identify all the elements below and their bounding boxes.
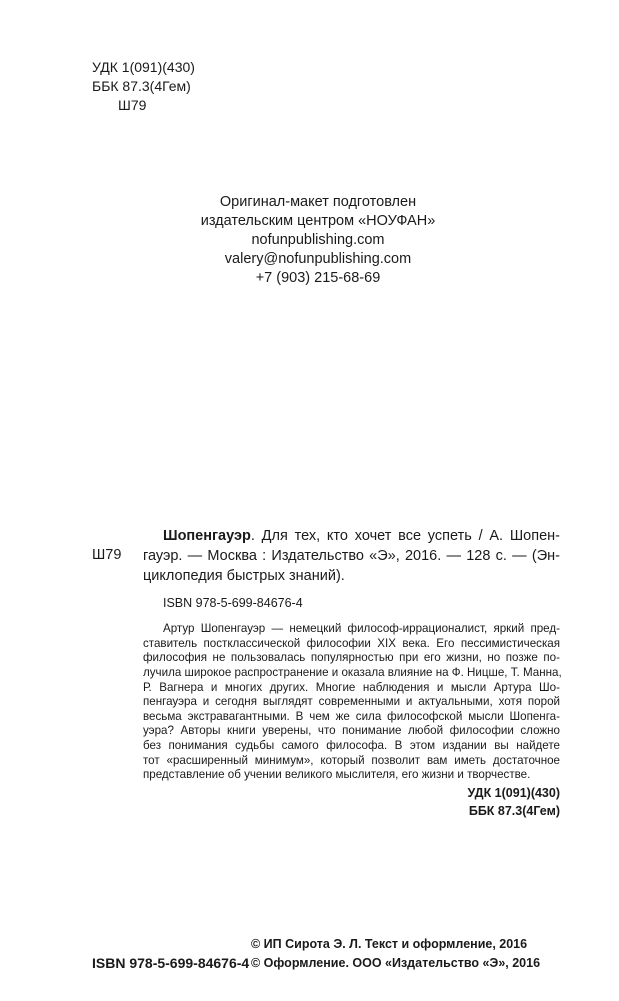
catalog-isbn: ISBN 978-5-699-84676-4 — [163, 596, 303, 610]
catalog-title-text: . Для тех, кто хочет все успеть / А. Шопен- — [250, 528, 560, 544]
publisher-line: Оригинал-макет подготовлен — [219, 194, 417, 210]
abstract-line: Артур Шопенгауэр — немецкий философ-иррационалист, яркий пред- — [163, 622, 560, 635]
abstract-line: тот «расширенный минимум», который позволит вам иметь достаточное — [143, 754, 560, 767]
abstract-line: уэра? Авторы книги уверены, что понимание любой философии сложно — [143, 724, 560, 737]
catalog-udk: УДК 1(091)(430) — [467, 786, 560, 800]
author-mark: Ш79 — [118, 97, 147, 113]
catalog-author: Шопенгауэр — [163, 528, 251, 544]
catalog-title-line: циклопедия быстрых знаний). — [143, 568, 345, 584]
abstract-line: Р. Вагнера и многих других. Многие наблюдения и мысли Артура Шо- — [143, 681, 560, 694]
abstract-line: лучила широкое распространение и оказала влияние на Ф. Ницше, Т. Манна, — [143, 666, 562, 679]
abstract-line: пенгауэра и сегодня выглядят современными и актуальными, хотя порой — [143, 695, 560, 708]
bbk-code: ББК 87.3(4Гем) — [92, 78, 191, 94]
abstract-line: без понимания судьбы самого философа. В этом издании вы найдете — [143, 739, 560, 752]
abstract-line: представление об учении великого мыслителя, его жизни и творчестве. — [143, 768, 531, 781]
catalog-title-line — [163, 526, 560, 546]
copyright-design: © Оформление. ООО «Издательство «Э», 2016 — [251, 956, 541, 970]
catalog-author-mark: Ш79 — [92, 547, 122, 563]
catalog-title-line: гауэр. — Москва : Издательство «Э», 2016. — 128 с. — (Эн- — [143, 548, 560, 564]
abstract-line: ставитель постклассической философии XIX века. Его пессимистическая — [143, 637, 560, 650]
publisher-phone: +7 (903) 215-68-69 — [255, 270, 381, 286]
abstract-line: весьма экстравагантными. В чем же сила философской мысли Шопенга- — [143, 710, 560, 723]
publisher-line: издательским центром «НОУФАН» — [200, 213, 436, 229]
publisher-website: nofunpublishing.com — [251, 232, 385, 248]
abstract-line: философия не пользовалась популярностью при его жизни, но позже по- — [143, 651, 560, 664]
publisher-email: valery@nofunpublishing.com — [224, 251, 412, 267]
catalog-bbk: ББК 87.3(4Гем) — [468, 804, 560, 818]
footer-isbn: ISBN 978-5-699-84676-4 — [92, 955, 250, 971]
copyright-text: © ИП Сирота Э. Л. Текст и оформление, 2016 — [251, 937, 528, 951]
udk-code: УДК 1(091)(430) — [92, 59, 195, 75]
